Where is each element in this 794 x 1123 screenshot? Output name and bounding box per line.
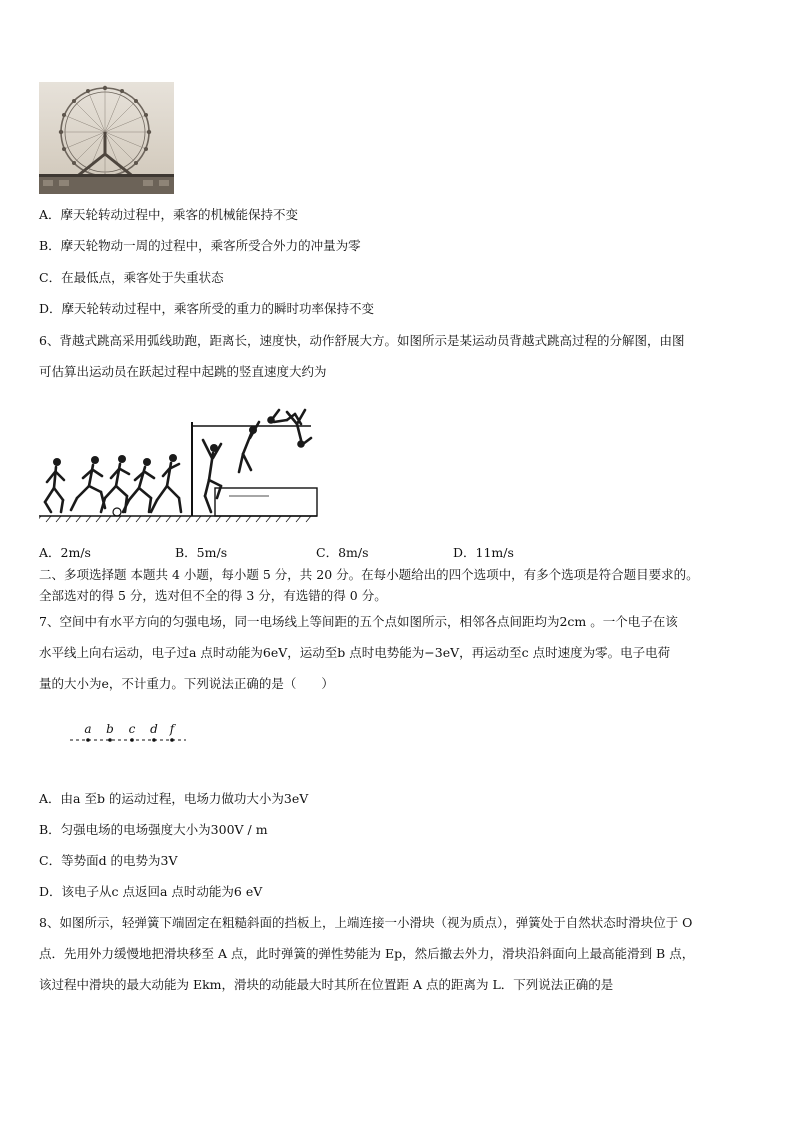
q8-stem-line-1: 8、如图所示，轻弹簧下端固定在粗糙斜面的挡板上，上端连接一小滑块（视为质点），弹簧处于自然状态时滑块位于 O (39, 915, 693, 930)
q5-option-b: B．摩天轮物动一周的过程中，乘客所受合外力的冲量为零 (39, 238, 361, 253)
q7-stem-line-2: 水平线上向右运动，电子过a 点时动能为6eV，运动至b 点时电势能为−3eV，再运动至c 点时速度为零。电子电荷 (39, 645, 671, 660)
q7-option-a: A．由a 至b 的运动过程，电场力做功大小为3eV (39, 791, 309, 806)
field-line-points-figure (68, 720, 188, 750)
q7-option-b: B．匀强电场的电场强度大小为300V / m (39, 822, 268, 837)
point-label-b: b (106, 722, 114, 736)
q6-option-b: B．5m/s (175, 545, 228, 560)
q8-stem-line-3: 该过程中滑块的最大动能为 Ekm，滑块的动能最大时其所在位置距 A 点的距离为 L．下列说法正确的是 (39, 977, 614, 992)
q7-option-d: D．该电子从c 点返回a 点时动能为6 eV (39, 884, 263, 899)
q7-stem-line-1: 7、空间中有水平方向的匀强电场，同一电场线上等间距的五个点如图所示，相邻各点间距均为2cm 。一个电子在该 (39, 614, 678, 629)
q7-option-c: C．等势面d 的电势为3V (39, 853, 178, 868)
q6-stem-line-1: 6、背越式跳高采用弧线助跑，距离长，速度快，动作舒展大方。如图所示是某运动员背越式跳高过程的分解图，由图 (39, 333, 685, 348)
section2-instructions-line-2: 全部选对的得 5 分，选对但不全的得 3 分，有选错的得 0 分。 (39, 588, 387, 603)
q6-option-c: C．8m/s (316, 545, 369, 560)
ferris-wheel-photo (39, 82, 174, 194)
q6-option-a: A．2m/s (39, 545, 91, 560)
q8-stem-line-2: 点．先用外力缓慢地把滑块移至 A 点，此时弹簧的弹性势能为 Ep，然后撤去外力，滑块沿斜面向上最高能滑到 B 点， (39, 946, 695, 961)
q7-stem-line-3: 量的大小为e，不计重力。下列说法正确的是（ ） (39, 676, 334, 691)
section2-instructions-line-1: 二、多项选择题 本题共 4 小题，每小题 5 分，共 20 分。在每小题给出的四个选项中，有多个选项是符合题目要求的。 (39, 567, 699, 582)
point-label-a: a (84, 722, 92, 736)
q5-option-c: C．在最低点，乘客处于失重状态 (39, 270, 224, 285)
point-label-c: c (128, 722, 136, 736)
high-jump-figure (39, 400, 319, 525)
q6-option-d: D．11m/s (453, 545, 514, 560)
q5-option-d: D．摩天轮转动过程中，乘客所受的重力的瞬时功率保持不变 (39, 301, 375, 316)
point-label-f: f (169, 722, 175, 736)
point-label-d: d (150, 722, 158, 736)
q5-option-a: A．摩天轮转动过程中，乘客的机械能保持不变 (39, 207, 299, 222)
q6-stem-line-2: 可估算出运动员在跃起过程中起跳的竖直速度大约为 (39, 364, 327, 379)
